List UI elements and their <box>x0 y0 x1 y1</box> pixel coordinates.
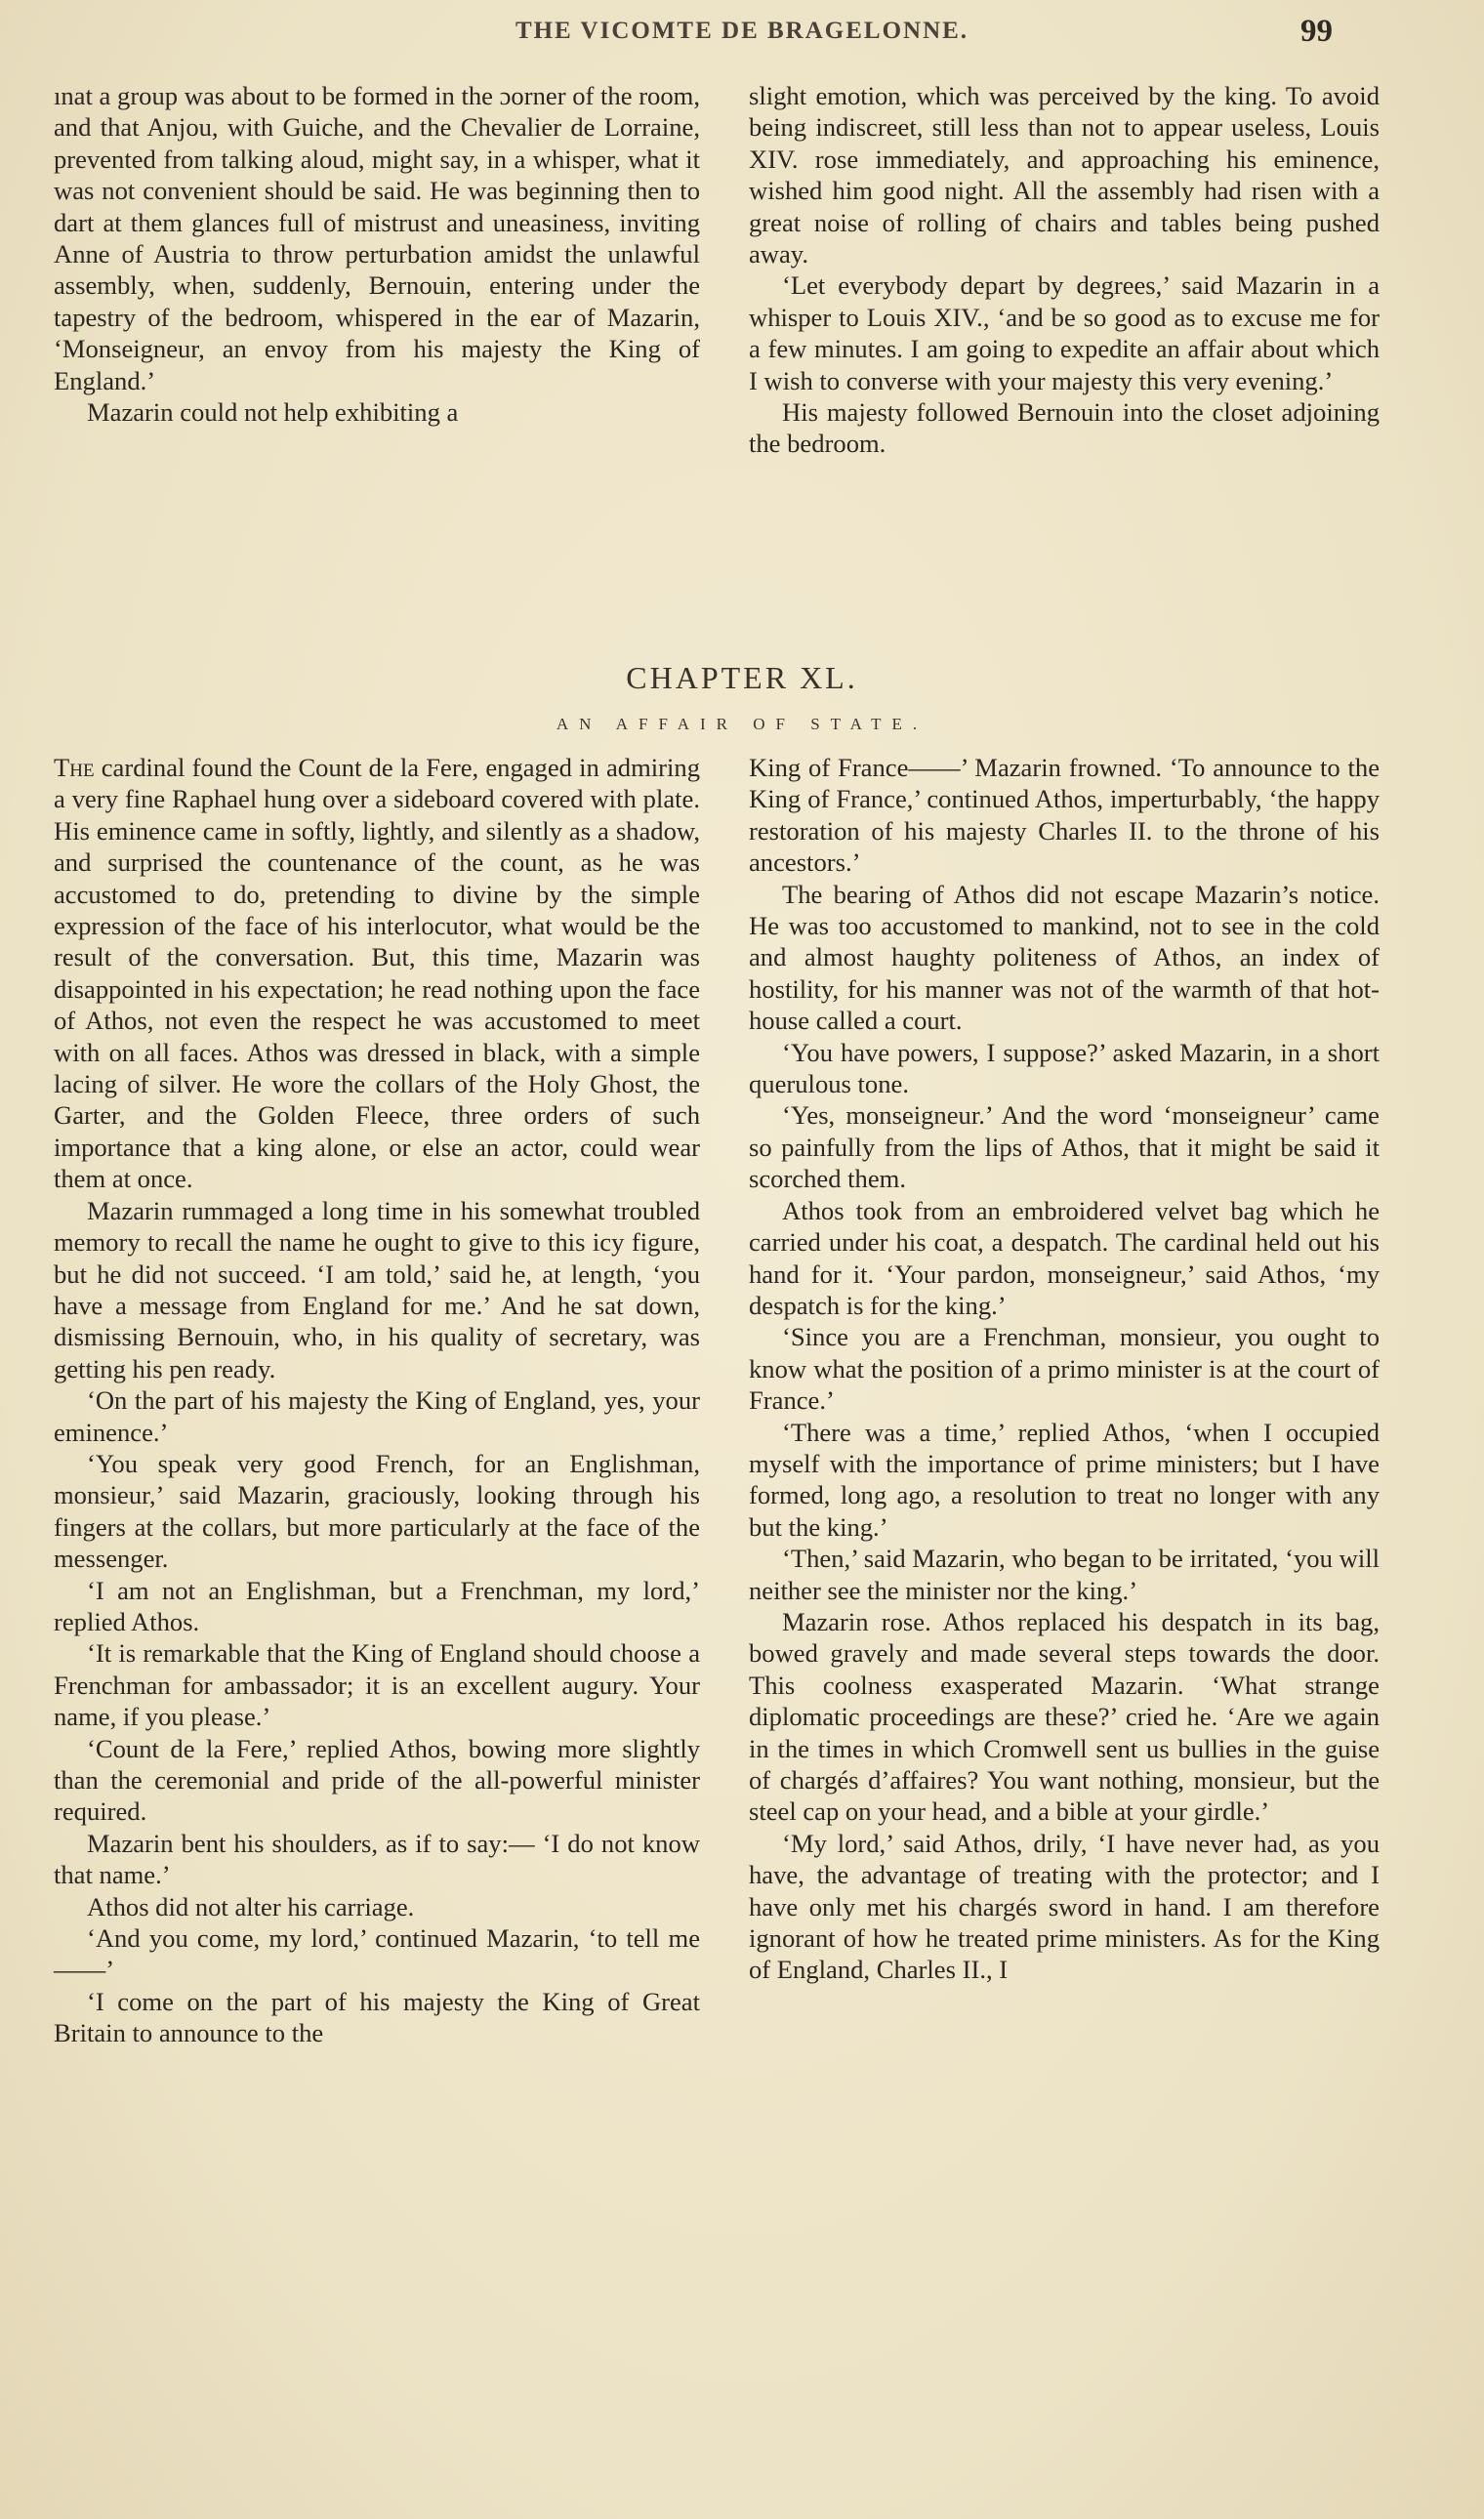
paragraph: ‘You have powers, I suppose?’ asked Mazarin, in a short querulous tone. <box>749 1037 1380 1099</box>
paragraph: ‘Count de la Fere,’ replied Athos, bowing more slightly than the ceremonial and pride of the all-powerful minister required. <box>54 1733 700 1827</box>
paragraph: ‘Since you are a Frenchman, monsieur, you ought to know what the position of a primo minister is at the court of France.’ <box>749 1322 1380 1416</box>
lead-word: The <box>54 753 95 782</box>
paragraph: ‘On the part of his majesty the King of England, yes, your eminence.’ <box>54 1385 700 1447</box>
chapter-subtitle: AN AFFAIR OF STATE. <box>556 715 928 733</box>
paragraph: King of France——’ Mazarin frowned. ‘To announce to the King of France,’ continued Athos, imperturbably, ‘the happy restoration of his majesty Charles II. to the throne of his ancestors.’ <box>749 753 1380 878</box>
paragraph: Athos did not alter his carriage. <box>87 1891 415 1921</box>
running-head-title: THE VICOMTE DE BRAGELONNE. <box>515 18 969 44</box>
paragraph: His majesty followed Bernouin into the closet adjoining the bedroom. <box>749 397 1380 459</box>
bottom-right-column <box>749 752 1380 1986</box>
opening-paragraph-text: cardinal found the Count de la Fere, engaged in admiring a very fine Raphael hung over a sideboard covered with plate. His eminence came in softly, lightly, and silently as a shadow, and surprised the countenance of the count, as he was accustomed to do, pretending to divine by the simple expression of the face of his interlocutor, what would be the result of the conversation. But, this time, Mazarin was disappointed in his expectation; he read nothing upon the face of Athos, not even the respect he was accustomed to meet with on all faces. Athos was dressed in black, with a simple lacing of silver. He wore the collars of the Holy Ghost, the Garter, and the Golden Fleece, three orders of such importance that a king alone, or else an actor, could wear them at once. <box>54 753 700 1194</box>
paragraph: ‘Then,’ said Mazarin, who began to be irritated, ‘you will neither see the minister nor the king.’ <box>749 1544 1380 1605</box>
paragraph: ‘Yes, monseigneur.’ And the word ‘monseigneur’ came so painfully from the lips of Athos, that it might be said it scorched them. <box>749 1100 1380 1194</box>
paragraph: slight emotion, which was perceived by the king. To avoid being indiscreet, still less than not to appear useless, Louis XIV. rose immediately, and approaching his eminence, wished him good night. All the assembly had risen with a great noise of rolling of chairs and tables being pushed away. <box>749 81 1380 269</box>
paragraph: ‘And you come, my lord,’ continued Mazarin, ‘to tell me——’ <box>54 1923 700 1985</box>
paragraph: ‘My lord,’ said Athos, drily, ‘I have never had, as you have, the advantage of treating with the protector; and I have only met his chargés sword in hand. I am therefore ignorant of how he treated prime ministers. As for the King of England, Charles II., I <box>749 1828 1380 1985</box>
top-right-column <box>749 80 1380 460</box>
paragraph: ‘I am not an Englishman, but a Frenchman, my lord,’ replied Athos. <box>54 1575 700 1636</box>
page-number: 99 <box>1300 14 1333 49</box>
paragraph: Mazarin could not help exhibiting a <box>87 397 459 428</box>
chapter-title: CHAPTER XL. <box>626 660 858 695</box>
bottom-left-column <box>54 752 700 2049</box>
paragraph: Mazarin bent his shoulders, as if to say:— ‘I do not know that name.’ <box>54 1828 700 1890</box>
paragraph: Mazarin rummaged a long time in his somewhat troubled memory to recall the name he ought to give to this icy figure, but he did not succeed. ‘I am told,’ said he, at length, ‘you have a message from England for me.’ And he sat down, dismissing Bernouin, who, in his quality of secretary, was getting his pen ready. <box>54 1195 700 1383</box>
paragraph: ‘You speak very good French, for an Englishman, monsieur,’ said Mazarin, graciously, looking through his fingers at the collars, but more particularly at the face of the messenger. <box>54 1448 700 1574</box>
opening-paragraph <box>54 752 700 1195</box>
paragraph: The bearing of Athos did not escape Mazarin’s notice. He was too accustomed to mankind, not to see in the cold and almost haughty politeness of Athos, an index of hostility, for his manner was not of the warmth of that hot-house called a court. <box>749 879 1380 1036</box>
paragraph: Athos took from an embroidered velvet bag which he carried under his coat, a despatch. The cardinal held out his hand for it. ‘Your pardon, monseigneur,’ said Athos, ‘my despatch is for the king.’ <box>749 1195 1380 1320</box>
paragraph: ‘I come on the part of his majesty the King of Great Britain to announce to the <box>54 1986 700 2048</box>
paragraph: ‘Let everybody depart by degrees,’ said Mazarin in a whisper to Louis XIV., ‘and be so good as to excuse me for a few minutes. I am going to expedite an affair about which I wish to converse with your majesty this very evening.’ <box>749 270 1380 395</box>
paragraph: ınat a group was about to be formed in the ɔorner of the room, and that Anjou, with Guiche, and the Chevalier de Lorraine, prevented from talking aloud, might say, in a whisper, what it was not convenient should be said. He was beginning then to dart at them glances full of mistrust and uneasiness, inviting Anne of Austria to throw perturbation amidst the unlawful assembly, when, suddenly, Bernouin, entering under the tapestry of the bedroom, whispered in the ear of Mazarin, ‘Monseigneur, an envoy from his majesty the King of England.’ <box>54 81 700 395</box>
paragraph: Mazarin rose. Athos replaced his despatch in its bag, bowed gravely and made several steps towards the door. This coolness exasperated Mazarin. ‘What strange diplomatic proceedings are these?’ cried he. ‘Are we again in the times in which Cromwell sent us bullies in the guise of chargés d’affaires? You want nothing, monsieur, but the steel cap on your head, and a bible at your girdle.’ <box>749 1606 1380 1827</box>
running-head <box>59 12 1425 51</box>
top-left-column <box>54 80 700 428</box>
paragraph: ‘There was a time,’ replied Athos, ‘when I occupied myself with the importance of prime ministers; but I have formed, long ago, a resolution to treat no longer with any but the king.’ <box>749 1417 1380 1542</box>
paragraph: ‘It is remarkable that the King of England should choose a Frenchman for ambassador; it is an excellent augury. Your name, if you please.’ <box>54 1638 700 1732</box>
